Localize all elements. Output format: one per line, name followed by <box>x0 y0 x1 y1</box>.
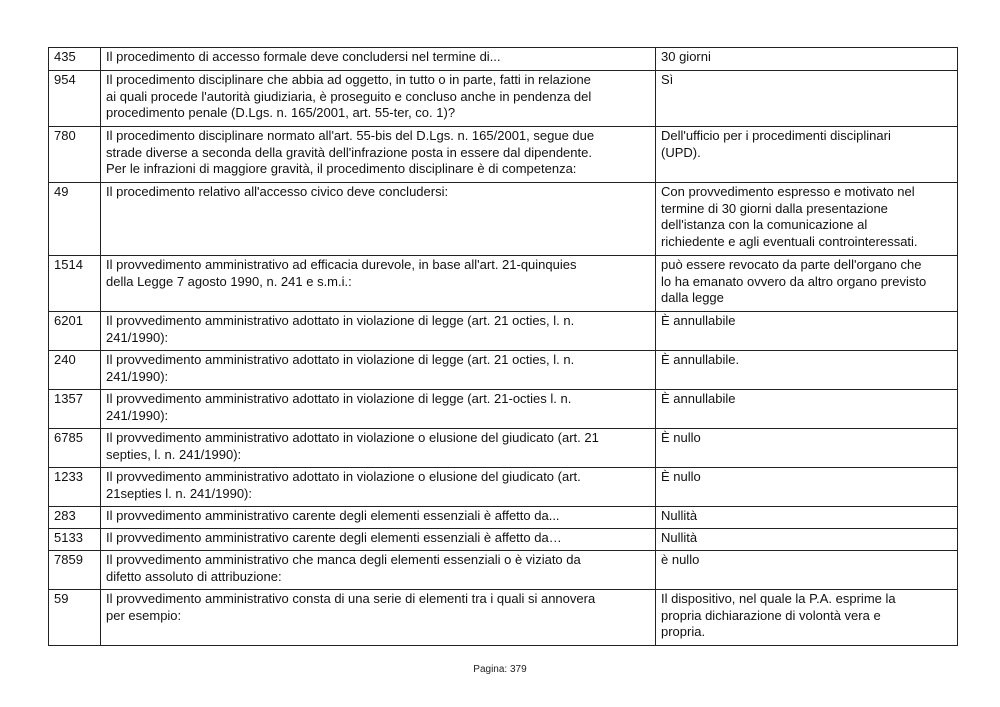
question-text: Il procedimento relativo all'accesso civico deve concludersi: <box>101 183 656 256</box>
question-text: Il provvedimento amministrativo adottato in violazione o elusione del giudicato (art. 21septies l. n. 241/1990): <box>101 468 656 507</box>
answer-text: Sì <box>656 71 958 127</box>
question-text: Il procedimento di accesso formale deve concludersi nel termine di... <box>101 48 656 71</box>
table-row <box>49 590 958 646</box>
table-row <box>49 183 958 256</box>
question-text: Il provvedimento amministrativo che manca degli elementi essenziali o è viziato da difetto assoluto di attribuzione: <box>101 551 656 590</box>
answer-text: Nullità <box>656 507 958 529</box>
table-row <box>49 507 958 529</box>
answer-text: può essere revocato da parte dell'organo che lo ha emanato ovvero da altro organo previsto dalla legge <box>656 256 958 312</box>
question-id: 59 <box>49 590 101 646</box>
answer-text: Nullità <box>656 529 958 551</box>
page-number: Pagina: 379 <box>473 664 527 675</box>
answer-text: Con provvedimento espresso e motivato nel termine di 30 giorni dalla presentazione dell'istanza con la comunicazione al richiedente e agli eventuali controinteressati. <box>656 183 958 256</box>
question-id: 1357 <box>49 390 101 429</box>
question-id: 780 <box>49 127 101 183</box>
question-id: 6785 <box>49 429 101 468</box>
table-row <box>49 351 958 390</box>
question-text: Il provvedimento amministrativo adottato in violazione di legge (art. 21 octies, l. n. 241/1990): <box>101 351 656 390</box>
table-row <box>49 48 958 71</box>
question-id: 6201 <box>49 312 101 351</box>
question-text: Il provvedimento amministrativo adottato in violazione o elusione del giudicato (art. 21 septies, l. n. 241/1990): <box>101 429 656 468</box>
answer-text: 30 giorni <box>656 48 958 71</box>
question-text: Il provvedimento amministrativo carente degli elementi essenziali è affetto da… <box>101 529 656 551</box>
answer-text: è nullo <box>656 551 958 590</box>
answer-text: È nullo <box>656 468 958 507</box>
answer-text: È nullo <box>656 429 958 468</box>
question-text: Il provvedimento amministrativo adottato in violazione di legge (art. 21 octies, l. n. 241/1990): <box>101 312 656 351</box>
question-text: Il provvedimento amministrativo consta di una serie di elementi tra i quali si annovera per esempio: <box>101 590 656 646</box>
table-row <box>49 429 958 468</box>
question-id: 954 <box>49 71 101 127</box>
question-id: 1514 <box>49 256 101 312</box>
question-text: Il provvedimento amministrativo adottato in violazione di legge (art. 21-octies l. n. 241/1990): <box>101 390 656 429</box>
table-row <box>49 256 958 312</box>
answer-text: È annullabile. <box>656 351 958 390</box>
question-id: 240 <box>49 351 101 390</box>
question-id: 435 <box>49 48 101 71</box>
table-row <box>49 127 958 183</box>
table-row <box>49 468 958 507</box>
table-row <box>49 71 958 127</box>
question-id: 5133 <box>49 529 101 551</box>
question-id: 1233 <box>49 468 101 507</box>
question-text: Il provvedimento amministrativo carente degli elementi essenziali è affetto da... <box>101 507 656 529</box>
question-text: Il procedimento disciplinare che abbia ad oggetto, in tutto o in parte, fatti in relazione ai quali procede l'autorità giudiziaria, è proseguito e concluso anche in pendenza del procedimento penale (D.Lgs. n. 165/2001, art. 55-ter, co. 1)? <box>101 71 656 127</box>
answer-text: È annullabile <box>656 390 958 429</box>
question-id: 49 <box>49 183 101 256</box>
answer-text: Dell'ufficio per i procedimenti disciplinari (UPD). <box>656 127 958 183</box>
table-row <box>49 312 958 351</box>
question-id: 283 <box>49 507 101 529</box>
question-id: 7859 <box>49 551 101 590</box>
table-row <box>49 551 958 590</box>
answer-text: È annullabile <box>656 312 958 351</box>
question-text: Il provvedimento amministrativo ad efficacia durevole, in base all'art. 21-quinquies della Legge 7 agosto 1990, n. 241 e s.m.i.: <box>101 256 656 312</box>
qa-table <box>48 47 958 646</box>
answer-text: Il dispositivo, nel quale la P.A. esprime la propria dichiarazione di volontà vera e propria. <box>656 590 958 646</box>
table-row <box>49 529 958 551</box>
question-text: Il procedimento disciplinare normato all'art. 55-bis del D.Lgs. n. 165/2001, segue due strade diverse a seconda della gravità dell'infrazione posta in essere dal dipendente. Per le infrazioni di maggiore gravità, il procedimento disciplinare è di competenza: <box>101 127 656 183</box>
table-row <box>49 390 958 429</box>
